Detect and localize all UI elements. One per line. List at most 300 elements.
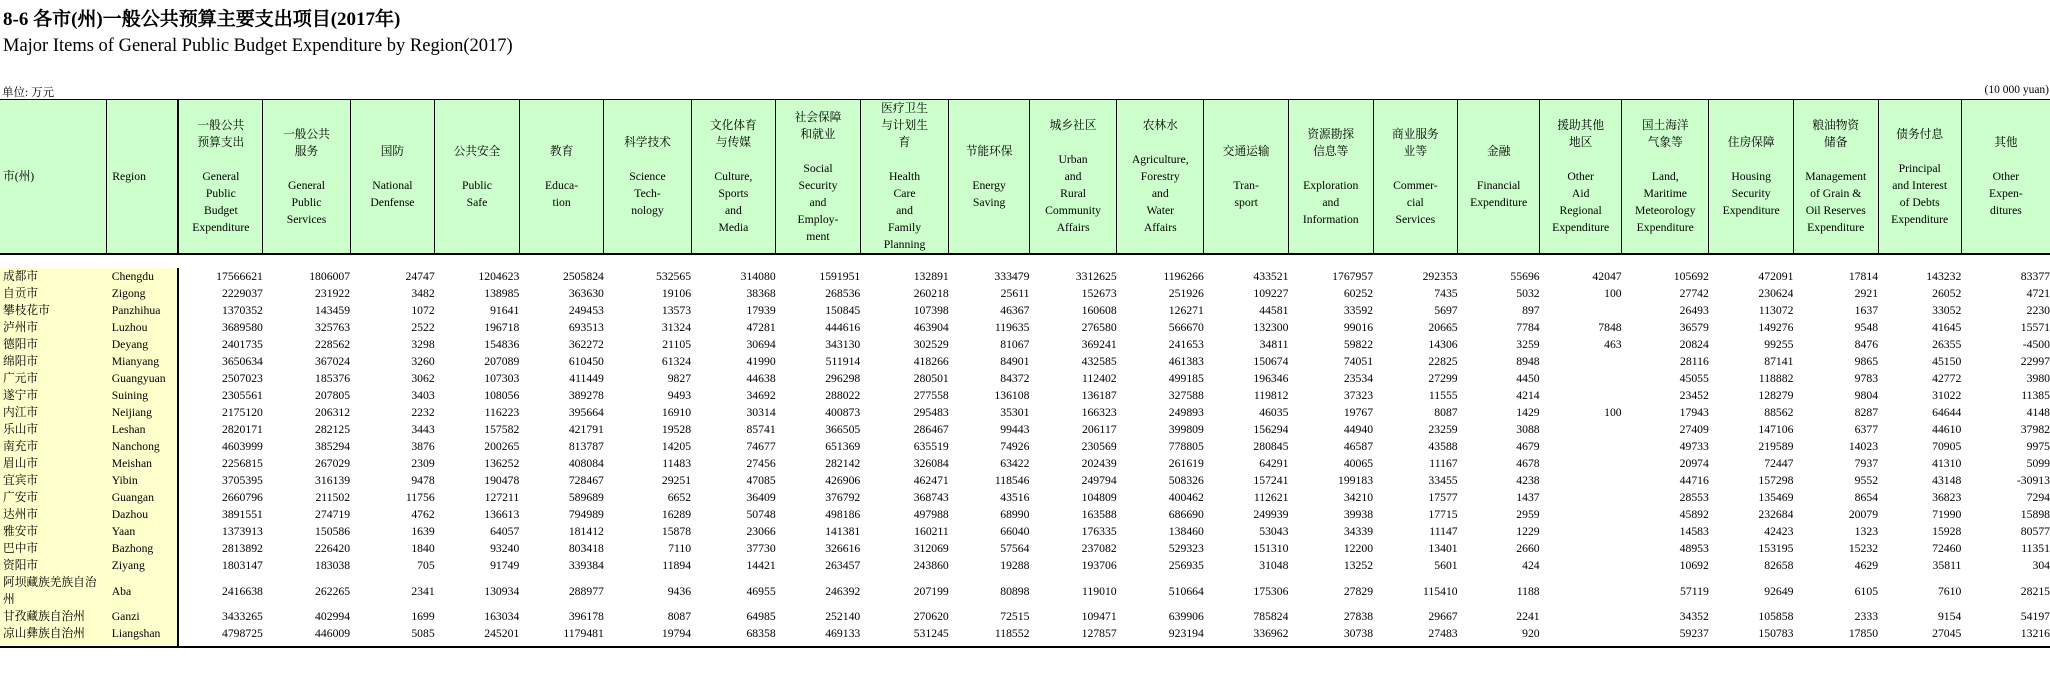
value-cell: 15898 — [2020, 508, 2050, 521]
value-cell: 326084 — [913, 457, 949, 470]
table-row — [0, 557, 2050, 574]
value-cell: 9552 — [1854, 474, 1879, 487]
value-cell: 444616 — [825, 321, 861, 334]
value-cell: 211502 — [315, 491, 351, 504]
value-cell: 185376 — [315, 372, 351, 385]
header-label-cn: 教育 — [549, 144, 574, 158]
value-cell: 157582 — [484, 423, 520, 436]
value-cell: 100 — [1604, 406, 1622, 419]
value-cell: 196718 — [484, 321, 520, 334]
value-cell: 136187 — [1081, 389, 1117, 402]
value-cell: 150783 — [1709, 625, 1794, 647]
value-cell: 532565 — [656, 270, 692, 283]
value-cell: 23259 — [1428, 423, 1458, 436]
value-cell: 61324 — [661, 355, 692, 368]
value-cell: 60252 — [1343, 287, 1374, 300]
value-cell: 651369 — [825, 440, 861, 453]
value-cell: 105692 — [1673, 270, 1709, 283]
value-cell: 26052 — [1932, 287, 1962, 300]
header-label-en: Expen- — [1989, 187, 2023, 200]
value-cell: 2660 — [1516, 542, 1540, 555]
value-cell: 267029 — [315, 457, 351, 470]
value-cell: 3689580 — [178, 319, 263, 336]
value-cell — [1540, 438, 1622, 455]
value-cell: 3980 — [2026, 372, 2050, 385]
value-cell: 118546 — [994, 474, 1030, 487]
header-label-cn: 债务付息 — [1896, 127, 1944, 141]
value-cell: 12200 — [1343, 542, 1374, 555]
value-cell: 1637 — [1854, 304, 1879, 317]
header-column — [263, 100, 350, 255]
value-cell: 686690 — [1168, 508, 1204, 521]
value-cell — [1540, 370, 1622, 387]
header-label-en: and Interest — [1892, 178, 1948, 192]
value-cell: 29667 — [1428, 610, 1458, 623]
value-cell: 1767957 — [1332, 270, 1374, 283]
value-cell: 1323 — [1854, 525, 1879, 538]
value-cell: 9865 — [1854, 355, 1879, 368]
header-label-en: Security — [798, 178, 838, 192]
value-cell: 252140 — [825, 610, 861, 623]
header-column — [1029, 100, 1116, 255]
value-cell: 27409 — [1679, 423, 1709, 436]
header-label-en: Regional — [1559, 204, 1602, 217]
header-label-cn: 农林水 — [1142, 119, 1178, 132]
value-cell: 2229037 — [178, 285, 263, 302]
value-cell: 472091 — [1758, 270, 1794, 283]
unit-label-english: (10 000 yuan) — [1984, 84, 2049, 96]
header-label-cn: 医疗卫生与计划生育 — [881, 102, 928, 149]
header-label-en: Saving — [972, 195, 1006, 209]
value-cell: 399809 — [1168, 423, 1204, 436]
value-cell: 44716 — [1679, 474, 1709, 487]
value-cell: 119635 — [994, 321, 1030, 334]
header-label-cn: 国防 — [380, 144, 405, 158]
header-label-cn: 其他 — [1994, 136, 2018, 149]
value-cell: 136613 — [484, 508, 520, 521]
header-column — [1117, 100, 1204, 255]
header-label-en: Other — [1567, 170, 1594, 183]
value-cell — [1540, 489, 1622, 506]
value-cell: 20665 — [1428, 321, 1458, 334]
value-cell: 50748 — [746, 508, 776, 521]
value-cell: 15928 — [1932, 525, 1962, 538]
value-cell: 274719 — [315, 508, 351, 521]
value-cell: 261619 — [1168, 457, 1204, 470]
value-cell: 803418 — [568, 542, 604, 555]
value-cell: 15232 — [1848, 542, 1879, 555]
value-cell: 920 — [1458, 625, 1540, 647]
value-cell: 3259 — [1516, 338, 1540, 351]
value-cell: 8948 — [1516, 355, 1540, 368]
header-column — [1373, 100, 1458, 255]
header-label-cn: 援助其他地区 — [1557, 119, 1605, 149]
value-cell: 463904 — [913, 321, 949, 334]
city-name-cn: 广元市 — [0, 370, 107, 387]
value-cell: 128279 — [1758, 389, 1794, 402]
region-name-en: Neijiang — [107, 404, 179, 421]
city-name-cn: 内江市 — [0, 404, 107, 421]
value-cell: 566670 — [1168, 321, 1204, 334]
region-name-en: Ziyang — [107, 557, 179, 574]
region-name-en: Yaan — [107, 523, 179, 540]
value-cell: 2522 — [411, 321, 435, 334]
header-label-cn: 公共安全 — [453, 144, 501, 158]
header-label-en: and — [724, 204, 742, 217]
value-cell: 13573 — [661, 304, 692, 317]
header-label-en: Family — [887, 221, 922, 234]
value-cell: 4603999 — [178, 438, 263, 455]
header-label-en: of Debts — [1899, 195, 1940, 209]
value-cell: 813787 — [568, 440, 604, 453]
header-label-cn: 社会保障和就业 — [794, 110, 842, 141]
table-row — [0, 625, 2050, 647]
table-body — [0, 254, 2050, 647]
city-name-cn: 资阳市 — [0, 557, 107, 574]
value-cell: 369241 — [1081, 338, 1117, 351]
header-label-en: Expenditure — [1636, 221, 1694, 234]
city-name-cn: 阿坝藏族羌族自治州 — [0, 574, 107, 608]
value-cell: 41990 — [746, 355, 776, 368]
value-cell: 35811 — [1932, 559, 1962, 572]
value-cell: 1806007 — [309, 270, 351, 283]
value-cell: 237082 — [1081, 542, 1117, 555]
header-label-en: Forestry — [1140, 170, 1180, 183]
value-cell: 37323 — [1343, 389, 1374, 402]
header-label-cn: 商业服务业等 — [1391, 127, 1439, 158]
value-cell: 314080 — [740, 270, 776, 283]
value-cell: 53043 — [1259, 525, 1289, 538]
value-cell: 635519 — [913, 440, 949, 453]
value-cell: 13216 — [1961, 625, 2050, 647]
header-label-en: Social — [803, 161, 833, 175]
value-cell: 64057 — [490, 525, 520, 538]
header-column — [604, 100, 691, 255]
value-cell: 31048 — [1259, 559, 1289, 572]
value-cell: 243860 — [913, 559, 949, 572]
value-cell: 400873 — [825, 406, 861, 419]
value-cell: 14421 — [746, 559, 776, 572]
value-cell: 34811 — [1259, 338, 1289, 351]
value-cell: 119812 — [1253, 389, 1289, 402]
header-label-en: Expenditure — [1807, 221, 1865, 234]
value-cell: 23452 — [1679, 389, 1709, 402]
value-cell: 70905 — [1932, 440, 1962, 453]
value-cell: 1639 — [411, 525, 435, 538]
value-cell: 43588 — [1428, 440, 1458, 453]
table-row — [0, 506, 2050, 523]
value-cell: 20974 — [1679, 457, 1709, 470]
header-column — [860, 100, 949, 255]
value-cell: 42772 — [1932, 372, 1962, 385]
header-column — [949, 100, 1030, 255]
value-cell: 639906 — [1168, 610, 1204, 623]
value-cell: 241653 — [1168, 338, 1204, 351]
value-cell — [1540, 387, 1622, 404]
value-cell: 160608 — [1081, 304, 1117, 317]
value-cell: 8287 — [1854, 406, 1879, 419]
value-cell: 126271 — [1168, 304, 1204, 317]
value-cell: 2921 — [1854, 287, 1879, 300]
city-name-cn: 凉山彝族自治州 — [0, 625, 107, 647]
table-row — [0, 455, 2050, 472]
value-cell: 2507023 — [178, 370, 263, 387]
header-label-cn: 城乡社区 — [1049, 119, 1097, 132]
header-column — [776, 100, 861, 255]
header-label-en: Expenditure — [1722, 204, 1780, 217]
value-cell: 17943 — [1679, 406, 1709, 419]
header-label-en: and — [896, 204, 913, 217]
value-cell: 22825 — [1428, 355, 1458, 368]
value-cell: 38368 — [746, 287, 776, 300]
value-cell: 31022 — [1932, 389, 1962, 402]
value-cell: 1840 — [411, 542, 435, 555]
value-cell: 6105 — [1854, 584, 1879, 598]
value-cell: 14023 — [1848, 440, 1879, 453]
value-cell: 11351 — [2021, 542, 2050, 555]
value-cell: 408084 — [568, 457, 604, 470]
value-cell: 2820171 — [178, 421, 263, 438]
value-cell: 46587 — [1343, 440, 1374, 453]
city-name-cn: 南充市 — [0, 438, 107, 455]
value-cell: 277558 — [913, 389, 949, 402]
value-cell: 286467 — [913, 423, 949, 436]
header-label-en: Urban — [1058, 153, 1088, 166]
value-cell: 68990 — [1000, 508, 1030, 521]
value-cell: 118882 — [1758, 372, 1794, 385]
value-cell: 2813892 — [178, 540, 263, 557]
value-cell: 292353 — [1422, 270, 1458, 283]
table-row — [0, 608, 2050, 625]
region-name-en: Bazhong — [107, 540, 179, 557]
value-cell: 3705395 — [178, 472, 263, 489]
value-cell — [1540, 540, 1622, 557]
value-cell: 46035 — [1259, 406, 1289, 419]
expenditure-table — [0, 99, 2050, 648]
value-cell: 22997 — [2020, 355, 2050, 368]
value-cell: 46955 — [746, 584, 776, 598]
region-name-en: Luzhou — [107, 319, 179, 336]
value-cell: 9493 — [667, 389, 692, 402]
value-cell: 421791 — [568, 423, 604, 436]
value-cell: 39938 — [1343, 508, 1374, 521]
value-cell: 3260 — [411, 355, 435, 368]
value-cell: 43148 — [1932, 474, 1962, 487]
header-label-en: Oil Reserves — [1805, 204, 1866, 217]
value-cell: 589689 — [568, 491, 604, 504]
header-label-en: tion — [552, 195, 571, 209]
header-column — [1709, 100, 1794, 255]
city-name-cn: 达州市 — [0, 506, 107, 523]
table-row — [0, 438, 2050, 455]
value-cell: 207199 — [913, 584, 949, 598]
region-name-en: Chengdu — [107, 268, 179, 285]
city-name-cn: 眉山市 — [0, 455, 107, 472]
value-cell: 395664 — [568, 406, 604, 419]
value-cell: 36579 — [1679, 321, 1709, 334]
header-label-en: Water — [1146, 204, 1175, 217]
value-cell: 17715 — [1428, 508, 1458, 521]
value-cell: 402994 — [315, 610, 351, 623]
value-cell: 14583 — [1679, 525, 1709, 538]
value-cell: 256935 — [1168, 559, 1204, 572]
value-cell: 897 — [1522, 304, 1540, 317]
value-cell: 74051 — [1343, 355, 1374, 368]
value-cell: 105858 — [1758, 610, 1794, 623]
value-cell: 19288 — [1000, 559, 1030, 572]
value-cell: 4238 — [1516, 474, 1540, 487]
value-cell: 778805 — [1168, 440, 1204, 453]
value-cell: 150845 — [825, 304, 861, 317]
header-label-en: of Grain & — [1810, 187, 1862, 200]
value-cell: -30913 — [2016, 474, 2050, 487]
value-cell: 26355 — [1932, 338, 1962, 351]
region-name-en: Guangan — [107, 489, 179, 506]
header-label-en: sport — [1234, 195, 1258, 209]
header-label-en: Housing — [1731, 170, 1771, 183]
header-column — [1540, 100, 1622, 255]
header-label-cn: 文化体育与传媒 — [709, 119, 757, 149]
value-cell: 367024 — [315, 355, 351, 368]
header-label-en: Meteorology — [1635, 204, 1696, 217]
value-cell: 80577 — [2020, 525, 2050, 538]
value-cell: 13401 — [1428, 542, 1458, 555]
value-cell: 2305561 — [178, 387, 263, 404]
value-cell: 3891551 — [178, 506, 263, 523]
value-cell: 1188 — [1516, 584, 1540, 598]
header-label-en: Culture, — [714, 170, 753, 183]
header-label-en: Information — [1302, 212, 1359, 226]
value-cell: 362272 — [568, 338, 604, 351]
value-cell: 288022 — [825, 389, 861, 402]
table-row — [0, 302, 2050, 319]
value-cell: 135469 — [1758, 491, 1794, 504]
value-cell: 8087 — [667, 610, 692, 623]
value-cell: 231922 — [315, 287, 351, 300]
value-cell — [1540, 302, 1622, 319]
value-cell: 36409 — [746, 491, 776, 504]
value-cell: 138460 — [1168, 525, 1204, 538]
value-cell: 28553 — [1679, 491, 1709, 504]
value-cell: 112621 — [1253, 491, 1289, 504]
value-cell: 462471 — [913, 474, 949, 487]
header-label-en: Maritime — [1643, 187, 1687, 200]
value-cell: 316139 — [315, 474, 351, 487]
value-cell: 30738 — [1288, 625, 1373, 647]
value-cell: 2175120 — [178, 404, 263, 421]
value-cell: 9436 — [667, 584, 692, 598]
value-cell: 1373913 — [178, 523, 263, 540]
value-cell: 91749 — [490, 559, 520, 572]
value-cell: 9975 — [2026, 440, 2050, 453]
value-cell: 193706 — [1081, 559, 1117, 572]
value-cell: 202439 — [1081, 457, 1117, 470]
value-cell: 260218 — [913, 287, 949, 300]
value-cell: 461383 — [1168, 355, 1204, 368]
value-cell: 13252 — [1343, 559, 1374, 572]
header-label-en: Expenditure — [1470, 195, 1528, 209]
header-label-cn: 市(州) — [3, 170, 35, 183]
region-name-en: Panzhihua — [107, 302, 179, 319]
value-cell: 249794 — [1081, 474, 1117, 487]
value-cell: 3312625 — [1075, 270, 1117, 283]
value-cell: 82658 — [1764, 559, 1794, 572]
value-cell: -4500 — [2022, 338, 2050, 351]
header-label-en: National — [372, 178, 413, 192]
value-cell: 304 — [2032, 559, 2050, 572]
value-cell: 113072 — [1758, 304, 1794, 317]
value-cell: 30314 — [746, 406, 776, 419]
value-cell: 263457 — [825, 559, 861, 572]
value-cell: 1429 — [1516, 406, 1540, 419]
table-row — [0, 489, 2050, 506]
value-cell: 296298 — [825, 372, 861, 385]
value-cell: 147106 — [1758, 423, 1794, 436]
header-label-en: Aid — [1571, 187, 1590, 200]
header-column — [1204, 100, 1289, 255]
value-cell: 23066 — [746, 525, 776, 538]
value-cell: 1437 — [1516, 491, 1540, 504]
value-cell: 17850 — [1793, 625, 1878, 647]
value-cell: 3433265 — [178, 608, 263, 625]
value-cell: 20824 — [1679, 338, 1709, 351]
value-cell: 45892 — [1679, 508, 1709, 521]
value-cell: 33592 — [1343, 304, 1374, 317]
value-cell: 157241 — [1253, 474, 1289, 487]
value-cell: 376792 — [825, 491, 861, 504]
region-name-en: Suining — [107, 387, 179, 404]
value-cell: 249893 — [1168, 406, 1204, 419]
header-label-en: Security — [1731, 187, 1771, 200]
value-cell: 83377 — [2020, 270, 2050, 283]
value-cell: 20079 — [1848, 508, 1879, 521]
value-cell: 9548 — [1854, 321, 1879, 334]
header-label-en: cial — [1406, 195, 1424, 209]
value-cell: 207089 — [484, 355, 520, 368]
value-cell: 42423 — [1764, 525, 1794, 538]
value-cell: 463 — [1604, 338, 1622, 351]
value-cell: 143459 — [315, 304, 351, 317]
value-cell: 143232 — [1926, 270, 1962, 283]
header-label-en: and — [809, 195, 827, 209]
value-cell: 19767 — [1343, 406, 1374, 419]
city-name-cn: 德阳市 — [0, 336, 107, 353]
value-cell — [1540, 574, 1622, 608]
value-cell: 3403 — [411, 389, 435, 402]
region-name-en: Nanchong — [107, 438, 179, 455]
value-cell: 2241 — [1516, 610, 1540, 623]
header-label-en: and — [1064, 170, 1082, 183]
value-cell: 17814 — [1848, 270, 1879, 283]
value-cell: 47085 — [746, 474, 776, 487]
value-cell: 4762 — [411, 508, 435, 521]
value-cell: 27742 — [1679, 287, 1709, 300]
value-cell: 26493 — [1679, 304, 1709, 317]
value-cell: 2333 — [1854, 610, 1879, 623]
value-cell: 3062 — [411, 372, 435, 385]
value-cell — [1540, 608, 1622, 625]
value-cell: 4678 — [1516, 457, 1540, 470]
value-cell: 107303 — [484, 372, 520, 385]
header-label-en: Sports — [718, 187, 749, 200]
header-label-en: Other — [1992, 170, 2020, 183]
value-cell: 116223 — [484, 406, 520, 419]
header-column — [1458, 100, 1540, 255]
region-name-en: Guangyuan — [107, 370, 179, 387]
value-cell: 132300 — [1253, 321, 1289, 334]
value-cell: 228562 — [315, 338, 351, 351]
city-name-cn: 宜宾市 — [0, 472, 107, 489]
